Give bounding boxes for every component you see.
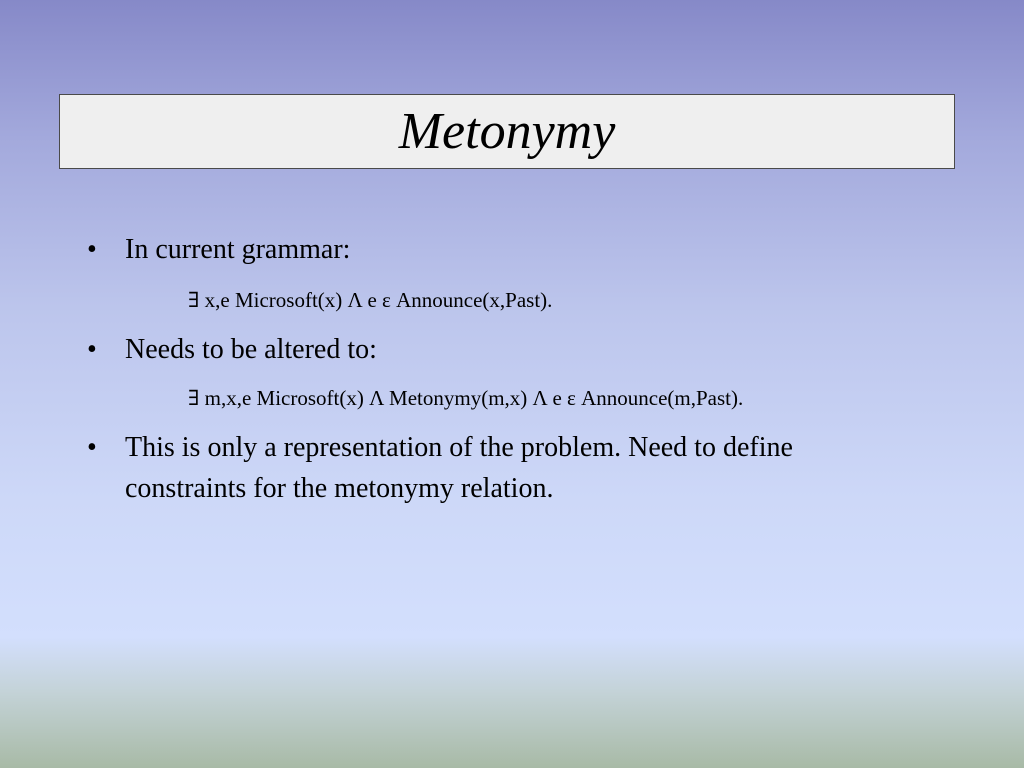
bullet-text-2: Needs to be altered to: — [125, 334, 377, 365]
formula-2: ∃ m,x,e Microsoft(x) Λ Metonymy(m,x) Λ e ε Announce(m,Past). — [188, 386, 744, 410]
formula-1: ∃ x,e Microsoft(x) Λ e ε Announce(x,Past). — [188, 288, 553, 312]
bullet-marker-3: • — [87, 432, 97, 463]
bullet-text-3-line-2: constraints for the metonymy relation. — [125, 473, 554, 504]
slide-title: Metonymy — [398, 102, 616, 160]
bullet-marker-1: • — [87, 234, 97, 265]
bullet-marker-2: • — [87, 334, 97, 365]
bullet-text-3-line-1: This is only a representation of the problem. Need to define — [125, 432, 793, 463]
title-box — [59, 94, 955, 169]
bullet-text-1: In current grammar: — [125, 234, 351, 265]
